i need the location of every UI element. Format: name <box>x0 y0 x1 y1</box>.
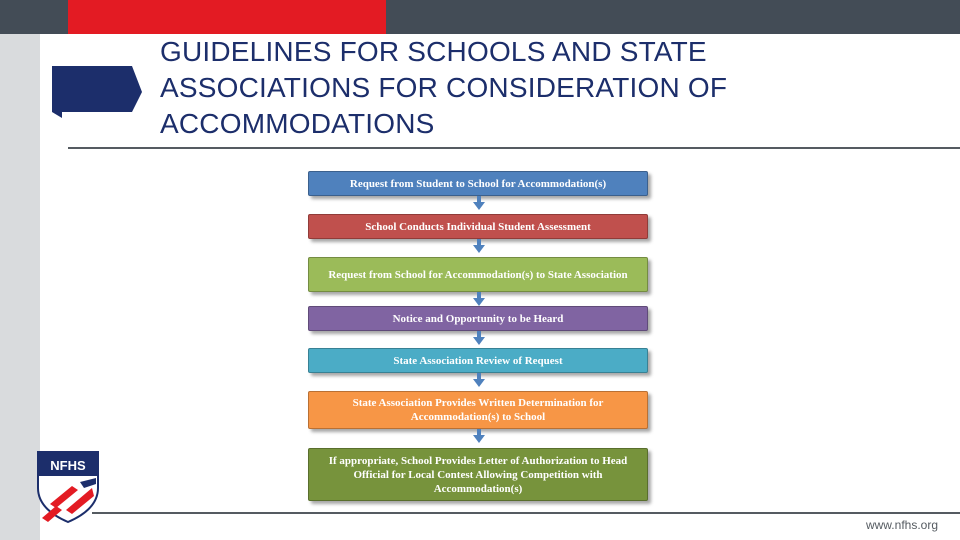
footer-url: www.nfhs.org <box>865 518 938 532</box>
flow-step-5: State Association Review of Request <box>308 348 648 373</box>
flow-step-2: School Conducts Individual Student Assessment <box>308 214 648 239</box>
flow-arrow-2 <box>472 239 486 253</box>
accommodation-flowchart <box>305 168 653 508</box>
flow-step-1: Request from Student to School for Accommodation(s) <box>308 171 648 196</box>
flow-arrow-3 <box>472 292 486 306</box>
nfhs-logo-text: NFHS <box>50 458 86 473</box>
flow-arrow-5 <box>472 373 486 387</box>
flow-step-3: Request from School for Accommodation(s) to State Association <box>308 257 648 292</box>
title-divider <box>68 147 960 149</box>
page-title: GUIDELINES FOR SCHOOLS AND STATE ASSOCIATIONS FOR CONSIDERATION OF ACCOMMODATIONS <box>160 36 728 139</box>
left-sidebar-strip <box>0 34 40 540</box>
title-marker-tab <box>52 66 142 118</box>
nfhs-logo <box>36 448 100 524</box>
flow-arrow-6 <box>472 429 486 443</box>
top-bar-accent <box>68 0 386 34</box>
flow-step-4: Notice and Opportunity to be Heard <box>308 306 648 331</box>
footer-divider <box>92 512 960 514</box>
flow-step-7: If appropriate, School Provides Letter of Authorization to Head Official for Local Contest Allowing Competition with Accommodation(s) <box>308 448 648 501</box>
flow-step-6: State Association Provides Written Determination for Accommodation(s) to School <box>308 391 648 429</box>
flow-arrow-4 <box>472 331 486 345</box>
flow-arrow-1 <box>472 196 486 210</box>
